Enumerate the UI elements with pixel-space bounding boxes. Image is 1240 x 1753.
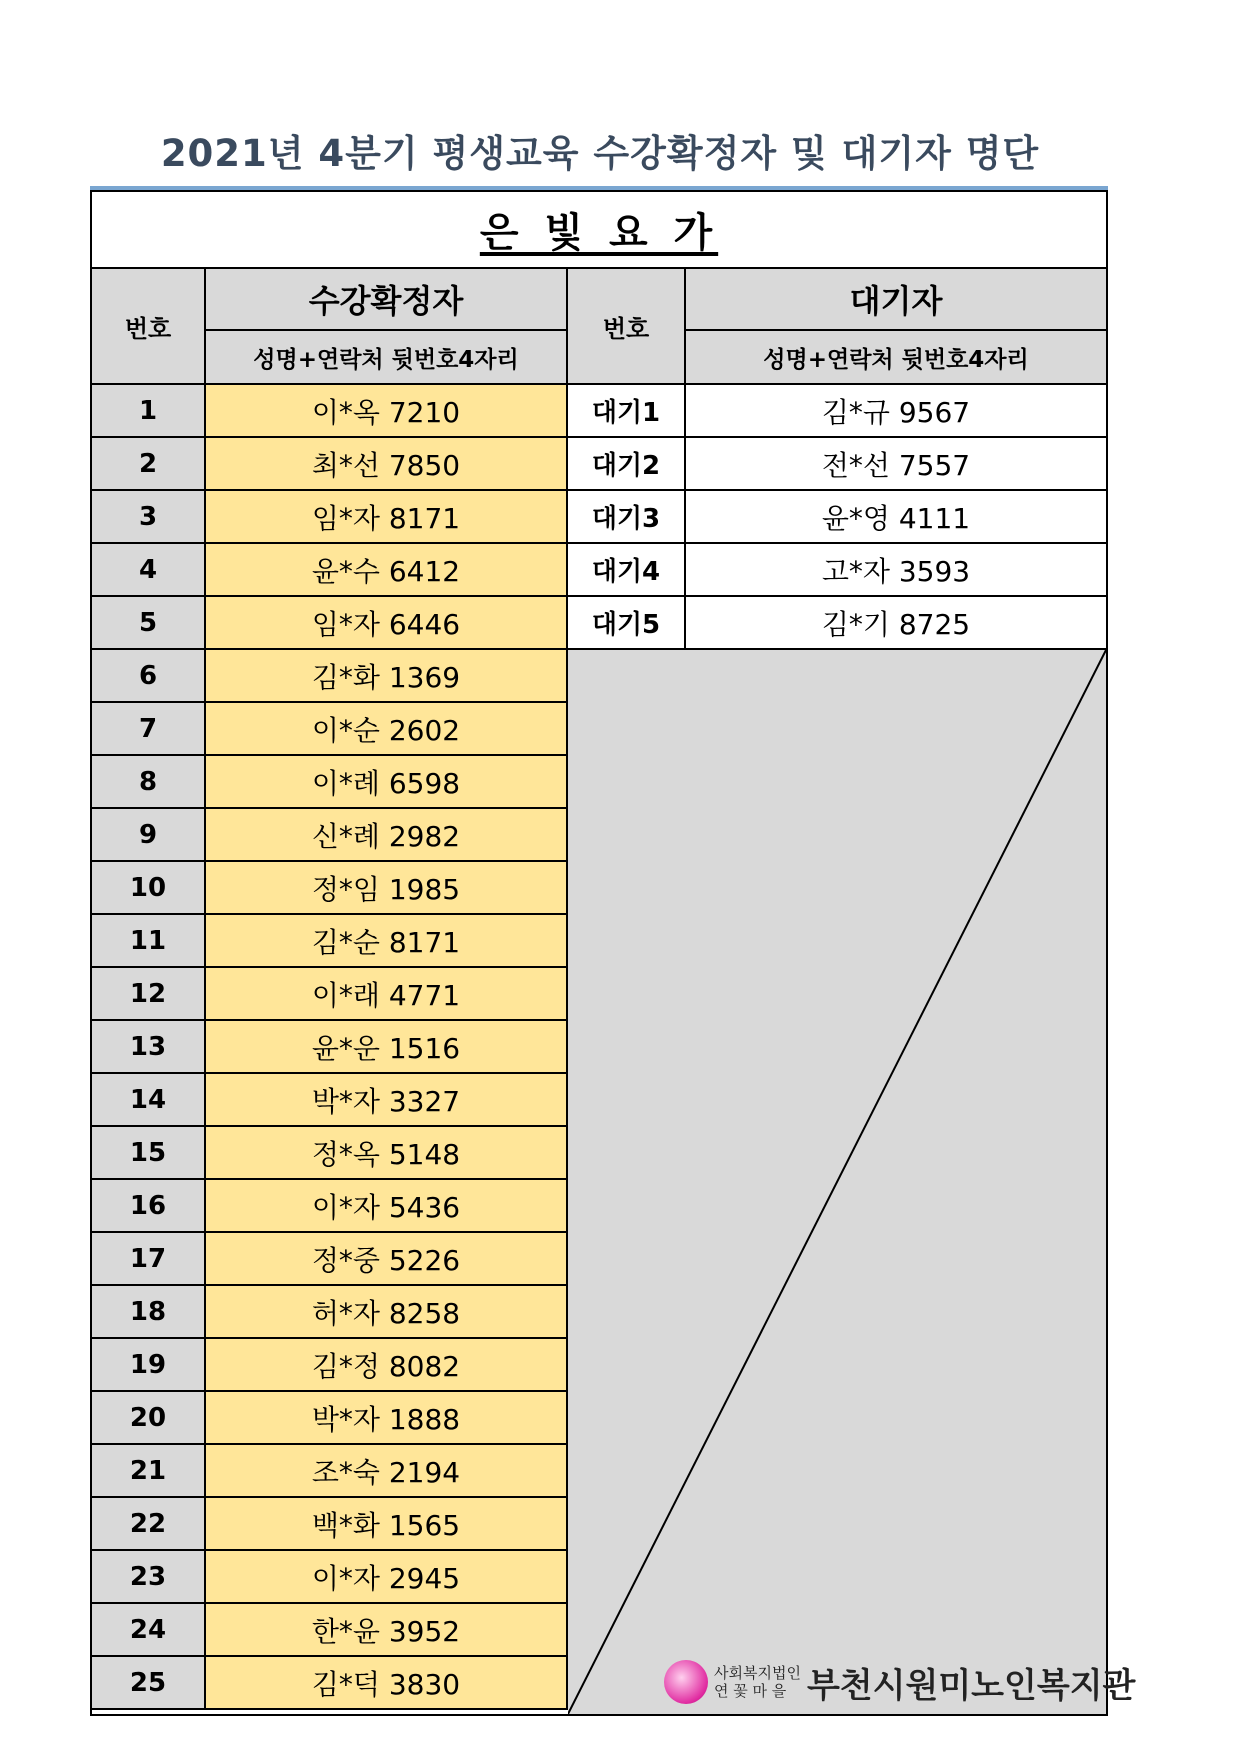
- confirmed-row-name: 박*자 1888: [206, 1392, 568, 1445]
- confirmed-row-name: 김*화 1369: [206, 650, 568, 703]
- roster-table: [90, 190, 1108, 1716]
- confirmed-row-name: 이*자 2945: [206, 1551, 568, 1604]
- confirmed-number-header: 번호: [92, 269, 206, 385]
- confirmed-row-number: 11: [92, 915, 206, 968]
- confirmed-row-name: 최*선 7850: [206, 438, 568, 491]
- confirmed-row-number: 6: [92, 650, 206, 703]
- confirmed-row-number: 25: [92, 1657, 206, 1710]
- confirmed-row-number: 3: [92, 491, 206, 544]
- program-title: [92, 192, 1106, 269]
- logo-subtitle: [714, 1664, 801, 1700]
- confirmed-row-name: 정*임 1985: [206, 862, 568, 915]
- waiting-row-name: 전*선 7557: [686, 438, 1106, 491]
- confirmed-row-number: 24: [92, 1604, 206, 1657]
- logo-line-1: 사회복지법인: [714, 1664, 801, 1682]
- confirmed-row-name: 정*옥 5148: [206, 1127, 568, 1180]
- waiting-sub-header: 성명+연락처 뒷번호4자리: [686, 331, 1106, 385]
- confirmed-row-number: 13: [92, 1021, 206, 1074]
- waiting-row-name: 윤*영 4111: [686, 491, 1106, 544]
- confirmed-row-number: 15: [92, 1127, 206, 1180]
- empty-waiting-area: [568, 650, 1106, 1714]
- confirmed-row-number: 2: [92, 438, 206, 491]
- confirmed-row-name: 김*덕 3830: [206, 1657, 568, 1710]
- confirmed-row-number: 17: [92, 1233, 206, 1286]
- confirmed-row-number: 19: [92, 1339, 206, 1392]
- confirmed-row-name: 임*자 8171: [206, 491, 568, 544]
- confirmed-row-number: 5: [92, 597, 206, 650]
- confirmed-row-name: 김*순 8171: [206, 915, 568, 968]
- logo-line-2: 연 꽃 마 을: [714, 1682, 787, 1700]
- confirmed-row-number: 12: [92, 968, 206, 1021]
- confirmed-row-number: 7: [92, 703, 206, 756]
- confirmed-row-name: 정*중 5226: [206, 1233, 568, 1286]
- confirmed-row-name: 신*례 2982: [206, 809, 568, 862]
- waiting-row-number: 대기1: [568, 385, 686, 438]
- waiting-row-name: 김*규 9567: [686, 385, 1106, 438]
- confirmed-row-name: 이*례 6598: [206, 756, 568, 809]
- confirmed-row-name: 허*자 8258: [206, 1286, 568, 1339]
- confirmed-row-name: 박*자 3327: [206, 1074, 568, 1127]
- confirmed-row-number: 4: [92, 544, 206, 597]
- confirmed-row-name: 조*숙 2194: [206, 1445, 568, 1498]
- confirmed-row-name: 한*윤 3952: [206, 1604, 568, 1657]
- confirmed-row-number: 10: [92, 862, 206, 915]
- confirmed-sub-header: 성명+연락처 뒷번호4자리: [206, 331, 568, 385]
- confirmed-row-number: 22: [92, 1498, 206, 1551]
- confirmed-row-number: 23: [92, 1551, 206, 1604]
- lotus-logo-icon: [664, 1660, 708, 1704]
- waiting-row-number: 대기2: [568, 438, 686, 491]
- confirmed-row-name: 김*정 8082: [206, 1339, 568, 1392]
- confirmed-row-number: 8: [92, 756, 206, 809]
- confirmed-row-number: 1: [92, 385, 206, 438]
- confirmed-group-header: 수강확정자: [206, 269, 568, 331]
- confirmed-row-name: 이*래 4771: [206, 968, 568, 1021]
- confirmed-row-name: 임*자 6446: [206, 597, 568, 650]
- waiting-row-number: 대기5: [568, 597, 686, 650]
- confirmed-row-number: 14: [92, 1074, 206, 1127]
- waiting-row-number: 대기4: [568, 544, 686, 597]
- waiting-row-name: 고*자 3593: [686, 544, 1106, 597]
- waiting-number-header: 번호: [568, 269, 686, 385]
- confirmed-row-name: 이*옥 7210: [206, 385, 568, 438]
- confirmed-row-number: 20: [92, 1392, 206, 1445]
- confirmed-row-name: 이*자 5436: [206, 1180, 568, 1233]
- program-title-text: 은 빛 요 가: [479, 210, 719, 256]
- confirmed-row-name: 백*화 1565: [206, 1498, 568, 1551]
- confirmed-row-number: 21: [92, 1445, 206, 1498]
- confirmed-row-number: 16: [92, 1180, 206, 1233]
- waiting-row-name: 김*기 8725: [686, 597, 1106, 650]
- waiting-group-header: 대기자: [686, 269, 1106, 331]
- confirmed-row-number: 9: [92, 809, 206, 862]
- confirmed-row-name: 윤*수 6412: [206, 544, 568, 597]
- confirmed-row-number: 18: [92, 1286, 206, 1339]
- waiting-row-number: 대기3: [568, 491, 686, 544]
- document-title: 2021년 4분기 평생교육 수강확정자 및 대기자 명단: [160, 132, 1040, 175]
- diagonal-slash: [568, 650, 1106, 1714]
- organization-logo: [664, 1658, 1135, 1706]
- organization-name: 부천시원미노인복지관: [806, 1665, 1136, 1706]
- confirmed-row-name: 이*순 2602: [206, 703, 568, 756]
- confirmed-row-name: 윤*운 1516: [206, 1021, 568, 1074]
